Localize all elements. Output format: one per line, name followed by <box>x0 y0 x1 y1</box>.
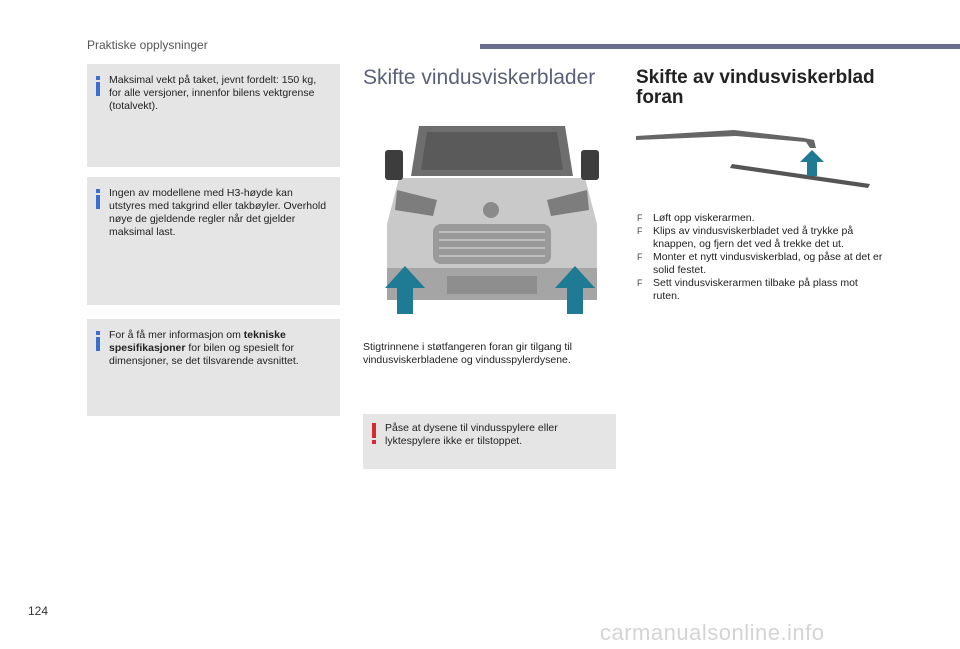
info-text: Maksimal vekt på taket, jevnt fordelt: 150 kg, for alle versjoner, innenfor bilens vektgrense (totalvekt). <box>109 74 317 112</box>
list-item: F Monter et nytt vindusviskerblad, og påse at det er solid festet. <box>637 251 883 276</box>
warning-box <box>363 414 616 469</box>
running-header: Praktiske opplysninger <box>87 38 208 52</box>
watermark: carmanualsonline.info <box>600 620 825 645</box>
wiper-blade-illustration <box>636 128 876 192</box>
step-access-caption: Stigtrinnene i støtfangeren foran gir tilgang til vindusviskerbladene og vindusspylerdysene. <box>363 341 572 366</box>
warning-text: Påse at dysene til vindusspylere eller lyktespylere ikke er tilstoppet. <box>385 422 558 447</box>
info-box-h3-roof-rack <box>87 177 340 305</box>
info-text: Ingen av modellene med H3-høyde kan utstyres med takgrind eller takbøyler. Overhold nøye de gjeldende regler når det gjelder maksimal last. <box>109 187 327 238</box>
info-text: For å få mer informasjon om tekniske spesifikasjoner for bilen og spesielt for dimensjoner, se det tilsvarende avsnittet. <box>109 329 299 367</box>
warning-icon <box>372 423 378 445</box>
page-number: 124 <box>28 604 49 618</box>
info-box-roof-weight <box>87 64 340 167</box>
wiper-steps-list <box>637 212 887 303</box>
list-item: F Løft opp viskerarmen. <box>637 212 755 224</box>
van-front-illustration <box>383 124 601 316</box>
release-arrow-icon <box>800 150 824 176</box>
info-icon <box>94 331 104 353</box>
info-icon <box>94 76 104 98</box>
list-item: F Klips av vindusviskerbladet ved å trykke på knappen, og fjern det ved å trekke det ut. <box>637 225 854 250</box>
info-icon <box>94 189 104 211</box>
list-item: F Sett vindusviskerarmen tilbake på plass mot ruten. <box>637 277 858 302</box>
specs-link-text: tekniske spesifikasjoner <box>109 329 286 354</box>
section-title: Skifte vindusviskerblader <box>363 66 596 89</box>
header-accent-bar <box>480 44 960 49</box>
info-box-technical-specs <box>87 319 340 416</box>
front-wiper-title: Skifte av vindusviskerblad foran <box>636 67 875 108</box>
